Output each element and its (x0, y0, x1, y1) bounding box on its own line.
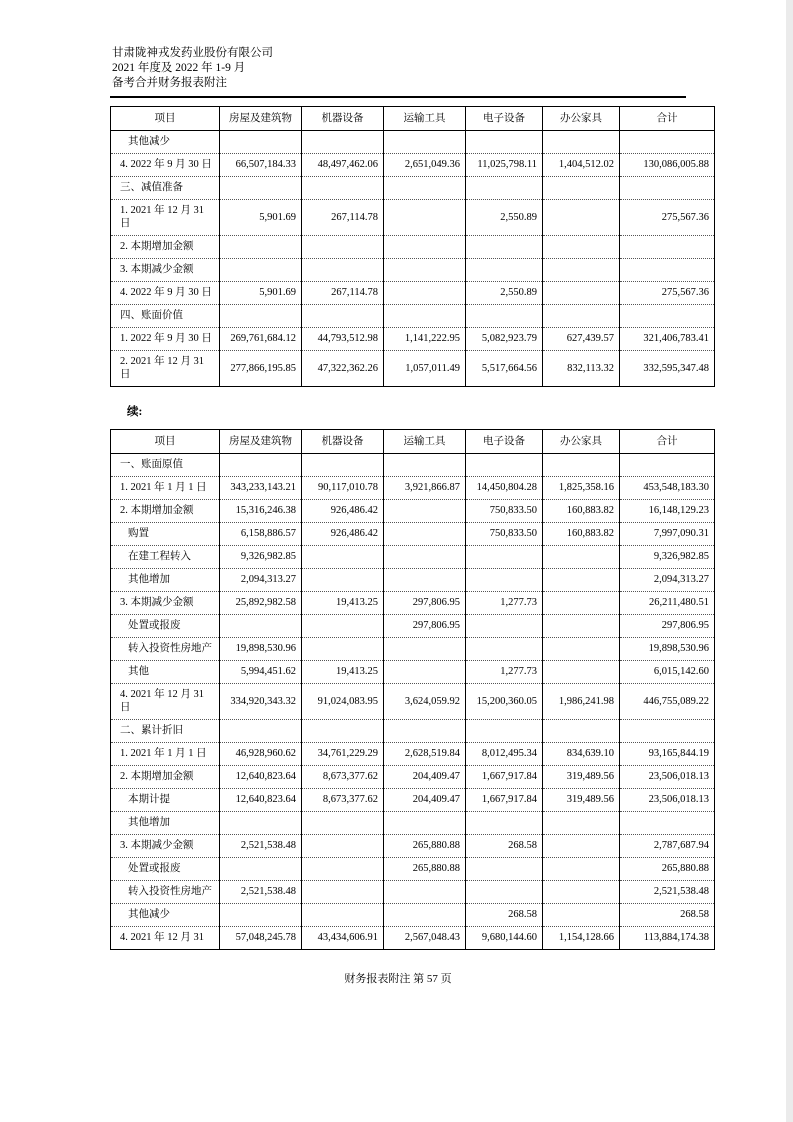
cell-value: 6,015,142.60 (620, 661, 715, 684)
cell-value (466, 812, 543, 835)
cell-value: 297,806.95 (384, 592, 466, 615)
cell-value: 2,651,049.36 (384, 154, 466, 177)
cell-value (302, 615, 384, 638)
cell-value: 90,117,010.78 (302, 477, 384, 500)
cell-value (466, 720, 543, 743)
cell-value: 277,866,195.85 (220, 351, 302, 387)
company-name: 甘肃陇神戎发药业股份有限公司 (112, 47, 273, 59)
cell-value (543, 177, 620, 200)
row-label: 其他减少 (111, 904, 220, 927)
row-label: 其他减少 (111, 131, 220, 154)
cell-value (620, 454, 715, 477)
cell-value (543, 858, 620, 881)
cell-value: 47,322,362.26 (302, 351, 384, 387)
page-right-edge (786, 0, 793, 1122)
cell-value: 9,326,982.85 (220, 546, 302, 569)
continued-label: 续: (127, 406, 143, 418)
cell-value: 130,086,005.88 (620, 154, 715, 177)
cell-value: 160,883.82 (543, 500, 620, 523)
cell-value: 2,094,313.27 (620, 569, 715, 592)
cell-value: 267,114.78 (302, 200, 384, 236)
cell-value: 8,673,377.62 (302, 789, 384, 812)
row-label: 二、累计折旧 (111, 720, 220, 743)
cell-value (384, 812, 466, 835)
cell-value (543, 200, 620, 236)
cell-value: 5,901.69 (220, 282, 302, 305)
row-label: 4. 2022 年 9 月 30 日 (111, 282, 220, 305)
row-label: 1. 2021 年 12 月 31 日 (111, 200, 220, 236)
cell-value: 269,761,684.12 (220, 328, 302, 351)
cell-value (384, 236, 466, 259)
cell-value (384, 305, 466, 328)
cell-value (302, 569, 384, 592)
cell-value: 267,114.78 (302, 282, 384, 305)
cell-value: 268.58 (620, 904, 715, 927)
table-row (111, 638, 715, 661)
cell-value: 7,997,090.31 (620, 523, 715, 546)
row-label: 1. 2022 年 9 月 30 日 (111, 328, 220, 351)
row-label: 三、减值准备 (111, 177, 220, 200)
cell-value (220, 858, 302, 881)
cell-value: 275,567.36 (620, 282, 715, 305)
cell-value (543, 720, 620, 743)
cell-value (384, 523, 466, 546)
cell-value: 3,624,059.92 (384, 684, 466, 720)
column-header: 机器设备 (302, 430, 384, 454)
cell-value (302, 858, 384, 881)
column-header: 办公家具 (543, 430, 620, 454)
cell-value: 46,928,960.62 (220, 743, 302, 766)
column-header: 项目 (111, 430, 220, 454)
row-label: 2. 2021 年 12 月 31 日 (111, 351, 220, 387)
cell-value (220, 131, 302, 154)
table-row (111, 927, 715, 950)
cell-value (384, 131, 466, 154)
cell-value: 16,148,129.23 (620, 500, 715, 523)
cell-value: 2,628,519.84 (384, 743, 466, 766)
cell-value: 34,761,229.29 (302, 743, 384, 766)
cell-value (384, 720, 466, 743)
cell-value: 926,486.42 (302, 523, 384, 546)
cell-value: 319,489.56 (543, 766, 620, 789)
row-label: 其他 (111, 661, 220, 684)
cell-value (384, 500, 466, 523)
table-header-row (111, 107, 715, 131)
cell-value: 1,404,512.02 (543, 154, 620, 177)
cell-value: 2,521,538.48 (220, 835, 302, 858)
cell-value: 19,413.25 (302, 661, 384, 684)
cell-value (466, 569, 543, 592)
row-label: 2. 本期增加金额 (111, 236, 220, 259)
cell-value: 446,755,089.22 (620, 684, 715, 720)
table-row (111, 661, 715, 684)
table-row (111, 904, 715, 927)
row-label: 转入投资性房地产 (111, 881, 220, 904)
cell-value (384, 200, 466, 236)
cell-value (543, 305, 620, 328)
cell-value (543, 904, 620, 927)
row-label: 处置或报废 (111, 858, 220, 881)
cell-value (620, 720, 715, 743)
cell-value: 14,450,804.28 (466, 477, 543, 500)
cell-value (466, 615, 543, 638)
cell-value: 265,880.88 (620, 858, 715, 881)
cell-value: 160,883.82 (543, 523, 620, 546)
doc-title: 备考合并财务报表附注 (112, 77, 227, 89)
cell-value: 26,211,480.51 (620, 592, 715, 615)
table-row (111, 282, 715, 305)
cell-value: 2,567,048.43 (384, 927, 466, 950)
column-header: 房屋及建筑物 (220, 107, 302, 131)
cell-value: 1,141,222.95 (384, 328, 466, 351)
cell-value (543, 282, 620, 305)
cell-value: 832,113.32 (543, 351, 620, 387)
cell-value (543, 546, 620, 569)
cell-value (384, 638, 466, 661)
cell-value (543, 454, 620, 477)
cell-value: 1,057,011.49 (384, 351, 466, 387)
cell-value (466, 259, 543, 282)
cell-value (620, 305, 715, 328)
column-header: 办公家具 (543, 107, 620, 131)
row-label: 本期计提 (111, 789, 220, 812)
cell-value (302, 177, 384, 200)
cell-value: 343,233,143.21 (220, 477, 302, 500)
cell-value (620, 259, 715, 282)
cell-value: 19,898,530.96 (220, 638, 302, 661)
table-row (111, 812, 715, 835)
row-label: 一、账面原值 (111, 454, 220, 477)
cell-value (384, 881, 466, 904)
cell-value (466, 638, 543, 661)
cell-value: 8,673,377.62 (302, 766, 384, 789)
cell-value: 25,892,982.58 (220, 592, 302, 615)
cell-value (466, 454, 543, 477)
cell-value (220, 177, 302, 200)
column-header: 项目 (111, 107, 220, 131)
table-row (111, 351, 715, 387)
cell-value: 926,486.42 (302, 500, 384, 523)
row-label: 3. 本期减少金额 (111, 835, 220, 858)
cell-value (466, 305, 543, 328)
cell-value (543, 881, 620, 904)
cell-value: 93,165,844.19 (620, 743, 715, 766)
cell-value: 15,316,246.38 (220, 500, 302, 523)
row-label: 4. 2022 年 9 月 30 日 (111, 154, 220, 177)
cell-value (543, 236, 620, 259)
table-row (111, 720, 715, 743)
cell-value (302, 454, 384, 477)
cell-value (302, 236, 384, 259)
table-row (111, 131, 715, 154)
cell-value: 5,901.69 (220, 200, 302, 236)
cell-value (302, 131, 384, 154)
cell-value (543, 812, 620, 835)
row-label: 四、账面价值 (111, 305, 220, 328)
column-header: 电子设备 (466, 107, 543, 131)
cell-value: 12,640,823.64 (220, 766, 302, 789)
cell-value: 1,277.73 (466, 661, 543, 684)
cell-value (220, 812, 302, 835)
table-row (111, 615, 715, 638)
cell-value (620, 131, 715, 154)
cell-value: 1,667,917.84 (466, 789, 543, 812)
cell-value: 5,082,923.79 (466, 328, 543, 351)
row-label: 购置 (111, 523, 220, 546)
cell-value: 268.58 (466, 835, 543, 858)
cell-value: 3,921,866.87 (384, 477, 466, 500)
cell-value: 1,667,917.84 (466, 766, 543, 789)
cell-value: 11,025,798.11 (466, 154, 543, 177)
row-label: 其他增加 (111, 569, 220, 592)
page-footer: 财务报表附注 第 57 页 (344, 973, 452, 985)
cell-value (220, 904, 302, 927)
cell-value: 23,506,018.13 (620, 766, 715, 789)
fixed-assets-table-continued (110, 429, 715, 950)
cell-value: 319,489.56 (543, 789, 620, 812)
cell-value (220, 236, 302, 259)
cell-value (302, 720, 384, 743)
cell-value: 265,880.88 (384, 835, 466, 858)
column-header: 合计 (620, 430, 715, 454)
cell-value (384, 546, 466, 569)
cell-value (620, 236, 715, 259)
cell-value: 275,567.36 (620, 200, 715, 236)
cell-value: 1,825,358.16 (543, 477, 620, 500)
fixed-assets-table-top (110, 106, 715, 387)
cell-value (384, 259, 466, 282)
cell-value: 66,507,184.33 (220, 154, 302, 177)
row-label: 4. 2021 年 12 月 31 日 (111, 684, 220, 720)
cell-value: 9,680,144.60 (466, 927, 543, 950)
row-label: 其他增加 (111, 812, 220, 835)
cell-value: 19,898,530.96 (620, 638, 715, 661)
cell-value: 8,012,495.34 (466, 743, 543, 766)
cell-value (543, 569, 620, 592)
cell-value: 834,639.10 (543, 743, 620, 766)
cell-value: 1,154,128.66 (543, 927, 620, 950)
cell-value (620, 177, 715, 200)
table-row (111, 236, 715, 259)
cell-value: 1,986,241.98 (543, 684, 620, 720)
table-row (111, 500, 715, 523)
table-row (111, 546, 715, 569)
cell-value: 19,413.25 (302, 592, 384, 615)
cell-value: 297,806.95 (620, 615, 715, 638)
cell-value (302, 835, 384, 858)
cell-value (543, 661, 620, 684)
row-label: 转入投资性房地产 (111, 638, 220, 661)
row-label: 2. 本期增加金额 (111, 766, 220, 789)
cell-value: 6,158,886.57 (220, 523, 302, 546)
row-label: 1. 2021 年 1 月 1 日 (111, 743, 220, 766)
row-label: 2. 本期增加金额 (111, 500, 220, 523)
cell-value: 750,833.50 (466, 523, 543, 546)
cell-value (220, 454, 302, 477)
cell-value (302, 812, 384, 835)
cell-value: 750,833.50 (466, 500, 543, 523)
table-row (111, 684, 715, 720)
cell-value: 2,094,313.27 (220, 569, 302, 592)
table-row (111, 835, 715, 858)
cell-value: 334,920,343.32 (220, 684, 302, 720)
cell-value (384, 454, 466, 477)
table-row (111, 259, 715, 282)
cell-value: 5,517,664.56 (466, 351, 543, 387)
table-row (111, 177, 715, 200)
header-rule (110, 96, 686, 98)
column-header: 机器设备 (302, 107, 384, 131)
table-row (111, 454, 715, 477)
cell-value: 268.58 (466, 904, 543, 927)
cell-value (543, 638, 620, 661)
row-label: 1. 2021 年 1 月 1 日 (111, 477, 220, 500)
cell-value: 2,550.89 (466, 282, 543, 305)
cell-value (302, 259, 384, 282)
cell-value (302, 638, 384, 661)
cell-value: 91,024,083.95 (302, 684, 384, 720)
cell-value: 1,277.73 (466, 592, 543, 615)
cell-value (384, 904, 466, 927)
cell-value (466, 131, 543, 154)
cell-value: 332,595,347.48 (620, 351, 715, 387)
cell-value (302, 546, 384, 569)
cell-value (466, 881, 543, 904)
cell-value (543, 615, 620, 638)
cell-value: 627,439.57 (543, 328, 620, 351)
cell-value: 2,521,538.48 (220, 881, 302, 904)
cell-value: 44,793,512.98 (302, 328, 384, 351)
table-row (111, 154, 715, 177)
cell-value (543, 259, 620, 282)
cell-value: 297,806.95 (384, 615, 466, 638)
row-label: 处置或报废 (111, 615, 220, 638)
table-row (111, 881, 715, 904)
table-row (111, 743, 715, 766)
cell-value (302, 305, 384, 328)
row-label: 4. 2021 年 12 月 31 (111, 927, 220, 950)
cell-value (302, 881, 384, 904)
table-row (111, 200, 715, 236)
table-row (111, 477, 715, 500)
cell-value: 9,326,982.85 (620, 546, 715, 569)
cell-value: 321,406,783.41 (620, 328, 715, 351)
table-row (111, 569, 715, 592)
column-header: 合计 (620, 107, 715, 131)
table-row (111, 523, 715, 546)
cell-value (220, 259, 302, 282)
cell-value (384, 661, 466, 684)
cell-value (620, 812, 715, 835)
cell-value: 57,048,245.78 (220, 927, 302, 950)
cell-value: 265,880.88 (384, 858, 466, 881)
cell-value (466, 177, 543, 200)
cell-value (220, 305, 302, 328)
row-label: 3. 本期减少金额 (111, 592, 220, 615)
cell-value (302, 904, 384, 927)
cell-value (466, 546, 543, 569)
doc-header (0, 0, 793, 91)
cell-value: 204,409.47 (384, 766, 466, 789)
table-row (111, 766, 715, 789)
cell-value (384, 177, 466, 200)
row-label: 3. 本期减少金额 (111, 259, 220, 282)
cell-value: 23,506,018.13 (620, 789, 715, 812)
cell-value (384, 282, 466, 305)
table-row (111, 592, 715, 615)
table-row (111, 858, 715, 881)
table-header-row (111, 430, 715, 454)
cell-value (384, 569, 466, 592)
column-header: 运输工具 (384, 430, 466, 454)
cell-value: 48,497,462.06 (302, 154, 384, 177)
cell-value (543, 835, 620, 858)
cell-value (466, 236, 543, 259)
table-row (111, 305, 715, 328)
table-row (111, 328, 715, 351)
cell-value: 2,787,687.94 (620, 835, 715, 858)
cell-value: 12,640,823.64 (220, 789, 302, 812)
report-period: 2021 年度及 2022 年 1-9 月 (112, 62, 246, 74)
cell-value: 453,548,183.30 (620, 477, 715, 500)
cell-value (543, 131, 620, 154)
cell-value (220, 720, 302, 743)
cell-value: 204,409.47 (384, 789, 466, 812)
cell-value (543, 592, 620, 615)
table-row (111, 789, 715, 812)
cell-value: 113,884,174.38 (620, 927, 715, 950)
cell-value (220, 615, 302, 638)
column-header: 电子设备 (466, 430, 543, 454)
cell-value: 5,994,451.62 (220, 661, 302, 684)
cell-value (466, 858, 543, 881)
column-header: 房屋及建筑物 (220, 430, 302, 454)
cell-value: 43,434,606.91 (302, 927, 384, 950)
cell-value: 15,200,360.05 (466, 684, 543, 720)
column-header: 运输工具 (384, 107, 466, 131)
row-label: 在建工程转入 (111, 546, 220, 569)
cell-value: 2,550.89 (466, 200, 543, 236)
cell-value: 2,521,538.48 (620, 881, 715, 904)
